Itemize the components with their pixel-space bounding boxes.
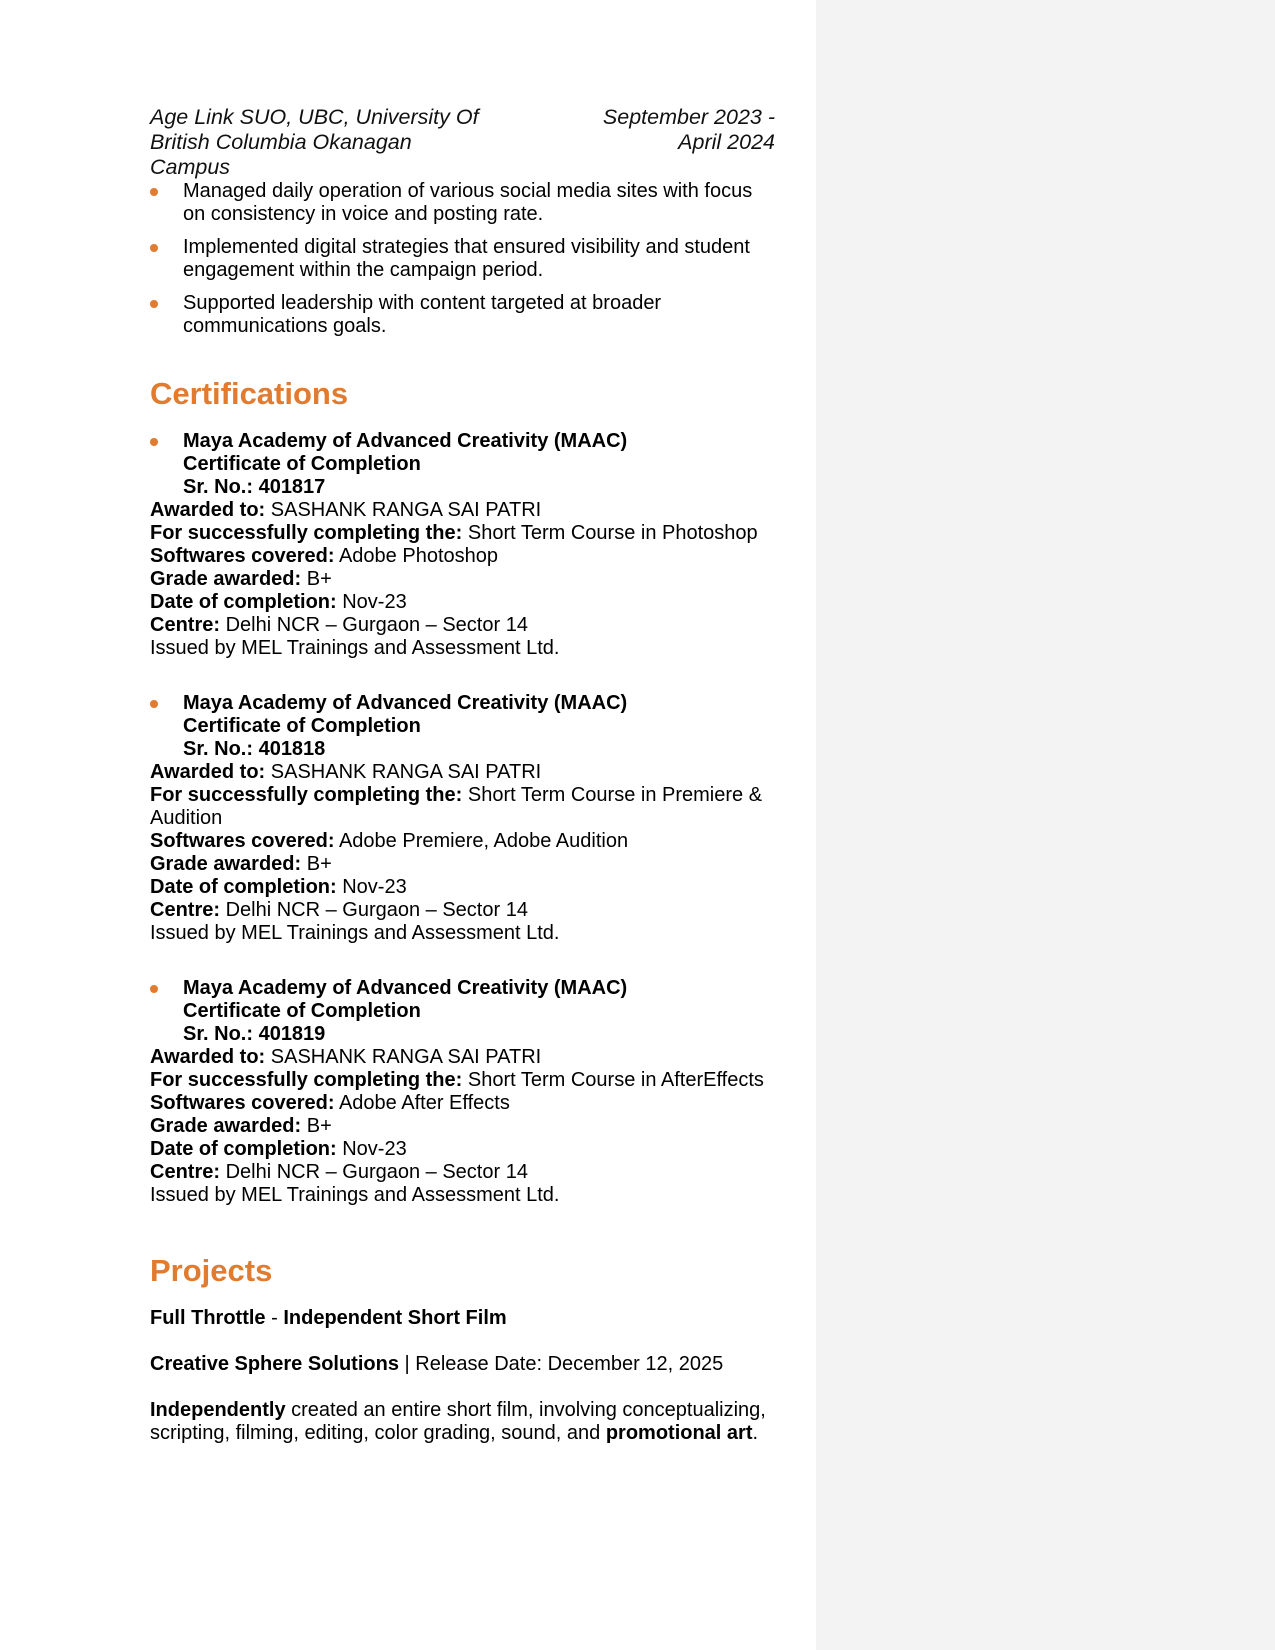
certifications-heading: Certifications: [150, 376, 349, 411]
certificate-header: [150, 692, 775, 761]
certificate-header: [150, 977, 775, 1046]
duty-item: Managed daily operation of various social media sites with focus on consistency in voice and posting rate.: [150, 180, 775, 226]
certificate-awarded: Awarded to: SASHANK RANGA SAI PATRI: [150, 1046, 542, 1068]
certificate-software: Softwares covered: Adobe Photoshop: [150, 545, 498, 567]
certificate-type: Certificate of Completion: [183, 1000, 421, 1022]
certificate-issuer: Issued by MEL Trainings and Assessment Ltd.: [150, 922, 560, 944]
experience-duties-list: [150, 180, 775, 338]
certificate-centre: Centre: Delhi NCR – Gurgaon – Sector 14: [150, 899, 528, 921]
project-description: Independently created an entire short film, involving conceptualizing, scripting, filming, editing, color grading, sound, and promotional art.: [150, 1399, 766, 1444]
certificate-serial: Sr. No.: 401818: [183, 738, 326, 760]
certificate-software: Softwares covered: Adobe After Effects: [150, 1092, 510, 1114]
certificate-header: [150, 430, 775, 499]
project-company: Creative Sphere Solutions | Release Date: December 12, 2025: [150, 1353, 724, 1375]
duty-item: Supported leadership with content targeted at broader communications goals.: [150, 292, 775, 338]
duty-item: Implemented digital strategies that ensured visibility and student engagement within the campaign period.: [150, 236, 775, 282]
certificate-grade: Grade awarded: B+: [150, 853, 332, 875]
certificate-issuer: Issued by MEL Trainings and Assessment Ltd.: [150, 637, 560, 659]
certificate-grade: Grade awarded: B+: [150, 1115, 332, 1137]
certificate-entry: [150, 692, 775, 945]
certificate-date: Date of completion: Nov-23: [150, 591, 407, 613]
experience-organization: Age Link SUO, UBC, University Of British Columbia Okanagan Campus: [150, 105, 479, 179]
certificate-course: For successfully completing the: Short Term Course in Photoshop: [150, 522, 758, 544]
certificate-serial: Sr. No.: 401817: [183, 476, 326, 498]
certificate-serial: Sr. No.: 401819: [183, 1023, 326, 1045]
experience-dates-end: April 2024: [678, 130, 775, 154]
right-sidebar-panel: [816, 0, 1275, 1650]
certificate-institute: Maya Academy of Advanced Creativity (MAAC): [183, 430, 628, 452]
certificate-institute: Maya Academy of Advanced Creativity (MAAC): [183, 977, 628, 999]
certificate-course: For successfully completing the: Short Term Course in AfterEffects: [150, 1069, 764, 1091]
certificate-course: For successfully completing the: Short Term Course in Premiere & Audition: [150, 784, 763, 829]
certificate-date: Date of completion: Nov-23: [150, 876, 407, 898]
certificate-awarded: Awarded to: SASHANK RANGA SAI PATRI: [150, 499, 542, 521]
certificate-entry: [150, 430, 775, 660]
resume-main-column: [150, 105, 775, 1445]
certificate-institute: Maya Academy of Advanced Creativity (MAAC): [183, 692, 628, 714]
certificate-issuer: Issued by MEL Trainings and Assessment Ltd.: [150, 1184, 560, 1206]
certificate-entry: [150, 977, 775, 1207]
certificate-type: Certificate of Completion: [183, 715, 421, 737]
certificate-software: Softwares covered: Adobe Premiere, Adobe Audition: [150, 830, 629, 852]
experience-header: [150, 105, 775, 180]
certificate-centre: Centre: Delhi NCR – Gurgaon – Sector 14: [150, 614, 528, 636]
projects-heading: Projects: [150, 1253, 273, 1288]
certificate-grade: Grade awarded: B+: [150, 568, 332, 590]
certificate-awarded: Awarded to: SASHANK RANGA SAI PATRI: [150, 761, 542, 783]
certificate-date: Date of completion: Nov-23: [150, 1138, 407, 1160]
experience-dates: [575, 105, 775, 180]
certificate-centre: Centre: Delhi NCR – Gurgaon – Sector 14: [150, 1161, 528, 1183]
experience-dates-start: September 2023 -: [602, 105, 775, 129]
certificate-type: Certificate of Completion: [183, 453, 421, 475]
project-title: Full Throttle - Independent Short Film: [150, 1307, 507, 1329]
